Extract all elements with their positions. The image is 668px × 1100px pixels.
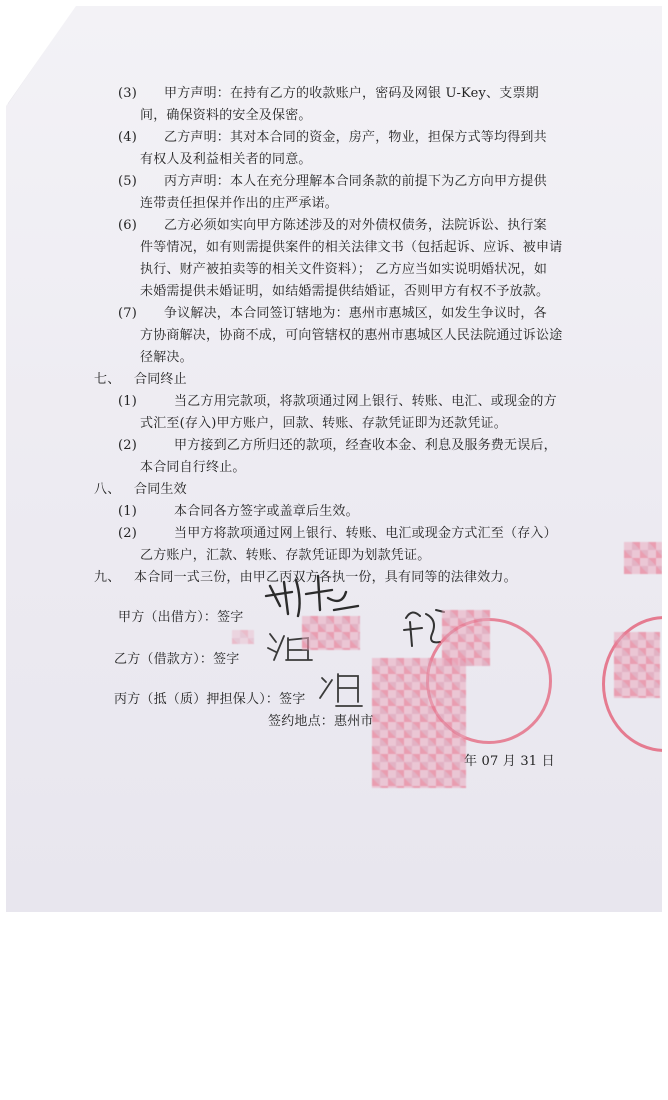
clause-number: (2) xyxy=(118,526,138,541)
clause-text: 争议解决，本合同签订辖地为：惠州市惠城区，如发生争议时，各 xyxy=(164,306,547,321)
clause-number: (4) xyxy=(118,130,138,145)
section-number: 七、 xyxy=(94,372,121,387)
clause-number: (1) xyxy=(118,394,138,409)
party-a-signature-label: 甲方（出借方）：签字 xyxy=(118,610,244,625)
section-number: 八、 xyxy=(94,482,121,497)
clause-text: 乙方账户，汇款、转账、存款凭证即为划款凭证。 xyxy=(140,548,431,563)
clause-text: 径解决。 xyxy=(140,350,193,365)
clause-text: 方协商解决，协商不成，可向管辖权的惠州市惠城区人民法院通过诉讼途 xyxy=(140,328,563,343)
party-b-signature-label: 乙方（借款方）：签字 xyxy=(114,652,240,667)
clause-text: 连带责任担保并作出的庄严承诺。 xyxy=(140,196,339,211)
clause-text: 乙方声明：其对本合同的资金，房产，物业，担保方式等均得到共 xyxy=(164,130,547,145)
clause-text: 当甲方将款项通过网上银行、转账、电汇或现金方式汇至（存入） xyxy=(174,526,557,541)
redacted-seal-edge xyxy=(614,632,660,698)
redacted-seal-edge xyxy=(624,542,662,574)
signing-date: 年 07 月 31 日 xyxy=(464,754,555,769)
clause-number: (2) xyxy=(118,438,138,453)
redacted-block xyxy=(232,630,254,644)
section-number: 九、 xyxy=(94,570,121,585)
clause-text: 本合同各方签字或盖章后生效。 xyxy=(174,504,359,519)
clause-text: 件等情况，如有则需提供案件的相关法律文书（包括起诉、应诉、被申请 xyxy=(140,240,563,255)
clause-text: 间，确保资料的安全及保密。 xyxy=(140,108,312,123)
clause-text: 甲方接到乙方所归还的款项，经查收本金、利息及服务费无误后， xyxy=(174,438,557,453)
clause-number: (7) xyxy=(118,306,138,321)
redacted-block xyxy=(302,616,360,650)
clause-text: 甲方声明：在持有乙方的收款账户，密码及网银 U-Key、支票期 xyxy=(164,86,539,101)
clause-text: 丙方声明：本人在充分理解本合同条款的前提下为乙方向甲方提供 xyxy=(164,174,547,189)
clause-text: 当乙方用完款项，将款项通过网上银行、转账、电汇、或现金的方 xyxy=(174,394,557,409)
clause-number: (6) xyxy=(118,218,138,233)
clause-text: 本合同自行终止。 xyxy=(140,460,246,475)
clause-text: 未婚需提供未婚证明，如结婚需提供结婚证，否则甲方有权不予放款。 xyxy=(140,284,550,299)
document-page xyxy=(6,6,662,912)
section-title: 合同生效 xyxy=(134,482,187,497)
handwritten-signature-c xyxy=(316,668,376,714)
section-title: 合同终止 xyxy=(134,372,187,387)
redacted-seal xyxy=(372,658,466,788)
signing-place: 签约地点：惠州市 xyxy=(268,714,374,729)
clause-number: (1) xyxy=(118,504,138,519)
clause-text: 乙方必须如实向甲方陈述涉及的对外债权债务，法院诉讼、执行案 xyxy=(164,218,547,233)
page-fold-corner xyxy=(6,6,76,106)
clause-text: 有权人及利益相关者的同意。 xyxy=(140,152,312,167)
clause-number: (3) xyxy=(118,86,138,101)
party-c-signature-label: 丙方（抵（质）押担保人）：签字 xyxy=(114,692,306,707)
section-text: 本合同一式三份，由甲乙丙双方各执一份，具有同等的法律效力。 xyxy=(134,570,517,585)
clause-text: 执行、财产被拍卖等的相关文件资料）； 乙方应当如实说明婚状况，如 xyxy=(140,262,548,277)
clause-text: 式汇至(存入)甲方账户，回款、转账、存款凭证即为还款凭证。 xyxy=(140,416,507,431)
clause-number: (5) xyxy=(118,174,138,189)
